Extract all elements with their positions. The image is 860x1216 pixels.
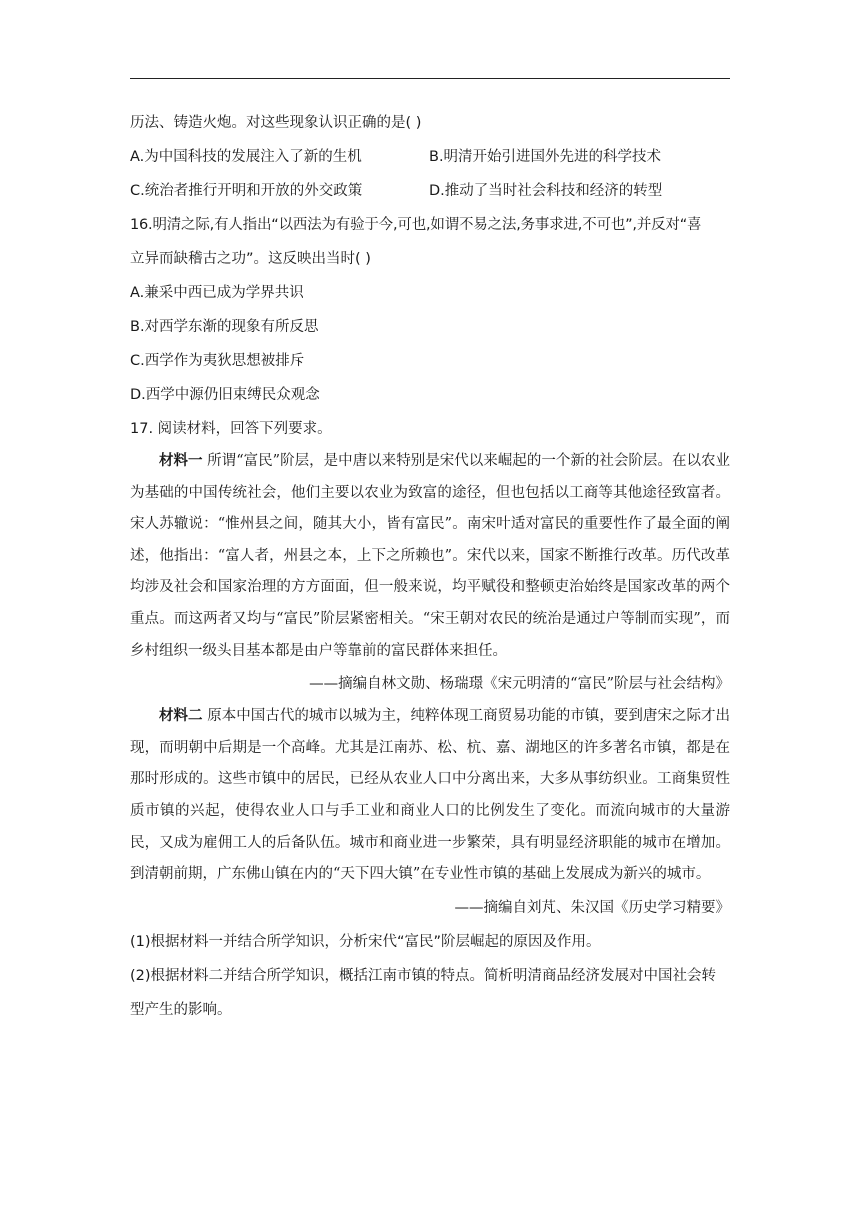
material-two-text: 原本中国古代的城市以城为主，纯粹体现工商贸易功能的市镇，要到唐宋之际才出现，而明朝中后期是一个高峰。尤其是江南苏、松、杭、嘉、湖地区的许多著名市镇，都是在那时形成的。这些市镇中的居民，已经从农业人口中分离出来，大多从事纺织业。工商集贸性质市镇的兴起，使得农业人口与手工业和商业人口的比例发生了变化。而流向城市的大量游民，又成为雇佣工人的后备队伍。城市和商业进一步繁荣，具有明显经济职能的城市在增加。到清朝前期，广东佛山镇在内的“天下四大镇”在专业性市镇的基础上发展成为新兴的城市。 bbox=[130, 708, 731, 883]
material-two-source: ——摘编自刘芃、朱汉国《历史学习精要》 bbox=[454, 899, 730, 916]
q15-stem: 历法、铸造火炮。对这些现象认识正确的是( ) bbox=[130, 115, 422, 131]
page-content bbox=[130, 106, 730, 1027]
material-one-label: 材料一 bbox=[159, 453, 203, 469]
q15-option-d: D.推动了当时社会科技和经济的转型 bbox=[429, 183, 663, 199]
material-two-label: 材料二 bbox=[159, 708, 203, 725]
material-one-source: ——摘编自林文勋、杨瑞璟《宋元明清的“富民”阶层与社会结构》 bbox=[309, 676, 730, 693]
q17-stem: 17. 阅读材料，回答下列要求。 bbox=[130, 421, 332, 437]
q15-option-a: A.为中国科技的发展注入了新的生机 bbox=[130, 149, 362, 165]
q15-option-b: B.明清开始引进国外先进的科学技术 bbox=[429, 149, 662, 165]
q15-option-c: C.统治者推行开明和开放的外交政策 bbox=[130, 183, 363, 199]
q16-option-c: C.西学作为夷狄思想被排斥 bbox=[130, 353, 305, 369]
q16-option-b: B.对西学东渐的现象有所反思 bbox=[130, 319, 319, 335]
q17-subquestion-1: (1)根据材料一并结合所学知识，分析宋代“富民”阶层崛起的原因及作用。 bbox=[130, 933, 601, 950]
material-one-text: 所谓“富民”阶层，是中唐以来特别是宋代以来崛起的一个新的社会阶层。在以农业为基础的中国传统社会，他们主要以农业为致富的途径，但也包括以工商等其他途径致富者。宋人苏辙说：“惟州县之间，随其大小，皆有富民”。南宋叶适对富民的重要性作了最全面的阐述，他指出：“富人者，州县之本，上下之所赖也”。宋代以来，国家不断推行改革。历代改革均涉及社会和国家治理的方方面面，但一般来说，均平赋役和整顿吏治始终是国家改革的两个重点。而这两者又均与“富民”阶层紧密相关。“宋王朝对农民的统治是通过户等制而实现”，而乡村组织一级头目基本都是由户等靠前的富民群体来担任。 bbox=[130, 453, 731, 659]
q15-options-row-1 bbox=[130, 140, 730, 174]
q16-stem-line-1: 16.明清之际,有人指出“以西法为有验于今,可也,如谓不易之法,务事求进,不可也”,并反对“喜 bbox=[130, 217, 702, 233]
material-one bbox=[130, 446, 730, 667]
q17-subquestion-2: (2)根据材料二并结合所学知识，概括江南市镇的特点。简析明清商品经济发展对中国社会转型产生的影响。 bbox=[130, 967, 717, 1018]
material-two bbox=[130, 701, 730, 891]
q16-option-d: D.西学中源仍旧束缚民众观念 bbox=[130, 387, 320, 403]
q16-option-a: A.兼采中西已成为学界共识 bbox=[130, 285, 304, 301]
q16-stem-line-2: 立异而缺稽古之功”。这反映出当时( ) bbox=[130, 251, 371, 267]
q15-options-row-2 bbox=[130, 174, 730, 208]
header-rule bbox=[130, 78, 730, 79]
